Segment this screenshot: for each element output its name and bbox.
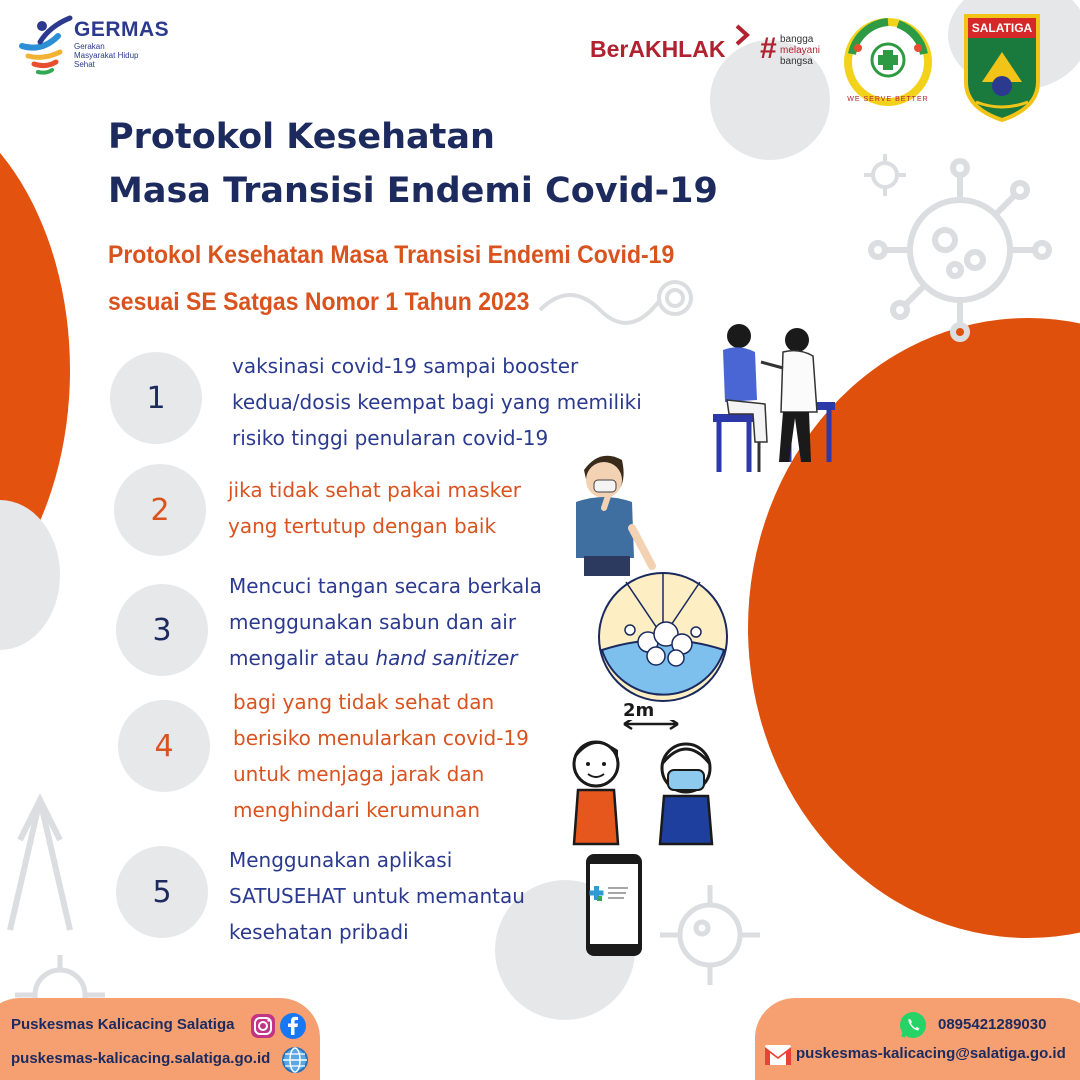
item-text-3 <box>229 568 542 676</box>
berakhlak-logo: BerAKHLAK <box>590 36 726 62</box>
item-3-line-3 <box>229 640 542 676</box>
social-distancing-illustration <box>572 720 742 848</box>
virus-decor-icon <box>860 150 910 200</box>
item-3-line-2: menggunakan sabun dan air <box>229 610 517 634</box>
item-number-1: 1 <box>110 352 202 444</box>
item-4-line-3: untuk menjaga jarak dan <box>233 762 485 786</box>
hand-sanitizer-text: hand sanitizer <box>375 646 518 670</box>
subtitle-line-2: sesuai SE Satgas Nomor 1 Tahun 2023 <box>108 288 530 316</box>
whatsapp-icon[interactable] <box>898 1010 928 1040</box>
salatiga-label: SALATIGA <box>971 21 1033 35</box>
facebook-icon[interactable] <box>279 1012 307 1040</box>
page-title <box>108 110 808 218</box>
germas-subtitle: Gerakan Masyarakat Hidup Sehat <box>74 42 139 69</box>
item-text-2 <box>228 472 521 544</box>
footer-name: Puskesmas Kalicacing Salatiga <box>11 1016 235 1033</box>
item-text-1 <box>232 348 642 456</box>
item-2-line-1: jika tidak sehat pakai masker <box>228 478 522 502</box>
item-4-line-4: menghindari kerumunan <box>233 798 480 822</box>
germas-logo <box>18 8 178 78</box>
item-1-line-2: kedua/dosis keempat bagi yang memiliki <box>232 390 642 414</box>
item-3-line-1: Mencuci tangan secara berkala <box>229 574 542 598</box>
germas-emblem-icon <box>18 12 74 76</box>
footer-left-panel <box>0 998 320 1080</box>
item-text-4 <box>233 684 529 828</box>
bangsa-word: bangsa <box>780 56 813 67</box>
footer-phone[interactable]: 0895421289030 <box>938 1016 1047 1033</box>
germas-title: GERMAS <box>74 18 170 41</box>
handwashing-illustration <box>596 570 730 704</box>
mask-person-illustration <box>570 448 660 578</box>
salatiga-logo <box>962 12 1042 124</box>
arrow-decor-icon <box>0 780 80 940</box>
satusehat-phone-illustration <box>584 852 644 958</box>
gmail-icon[interactable] <box>764 1044 792 1066</box>
item-number-4: 4 <box>118 700 210 792</box>
grey-circle-decor <box>0 500 60 650</box>
item-3-line-3-text: mengalir atau <box>229 646 376 670</box>
footer-website[interactable]: puskesmas-kalicacing.salatiga.go.id <box>11 1050 271 1067</box>
instagram-icon[interactable] <box>250 1013 276 1039</box>
title-line-2: Masa Transisi Endemi Covid-19 <box>108 171 718 211</box>
item-5-line-2: SATUSEHAT untuk memantau <box>229 884 525 908</box>
item-1-line-1: vaksinasi covid-19 sampai booster <box>232 354 579 378</box>
berakhlak-chevron-icon <box>735 24 751 46</box>
melayani-word: melayani <box>780 45 821 56</box>
hash-symbol: # <box>760 32 777 65</box>
item-number-2: 2 <box>114 464 206 556</box>
item-text-5 <box>229 842 525 950</box>
item-4-line-1: bagi yang tidak sehat dan <box>233 690 495 714</box>
footer-email[interactable]: puskesmas-kalicacing@salatiga.go.id <box>796 1045 1066 1062</box>
bangga-word: bangga <box>780 34 814 45</box>
item-4-line-2: berisiko menularkan covid-19 <box>233 726 529 750</box>
page-subtitle <box>108 232 678 326</box>
puskesmas-motto: WE SERVE BETTER <box>847 96 929 103</box>
item-2-line-2: yang tertutup dengan baik <box>228 514 497 538</box>
item-number-5: 5 <box>116 846 208 938</box>
title-line-1: Protokol Kesehatan <box>108 117 495 157</box>
item-5-line-3: kesehatan pribadi <box>229 920 409 944</box>
puskesmas-kalicacing-logo <box>838 14 938 114</box>
vaccination-illustration <box>705 322 840 487</box>
item-number-3: 3 <box>116 584 208 676</box>
globe-icon <box>281 1046 309 1074</box>
item-1-line-3: risiko tinggi penularan covid-19 <box>232 426 549 450</box>
virus-decor-icon <box>650 870 770 1000</box>
item-5-line-1: Menggunakan aplikasi <box>229 848 453 872</box>
distance-label: 2m <box>623 700 655 721</box>
subtitle-line-1: Protokol Kesehatan Masa Transisi Endemi Covid-19 <box>108 241 675 269</box>
